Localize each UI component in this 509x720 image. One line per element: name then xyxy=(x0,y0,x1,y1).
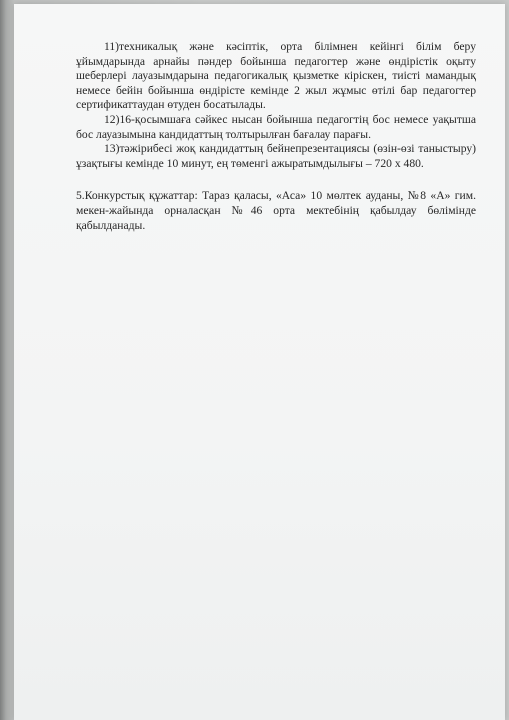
paragraph-item-11: 11)техникалық және кәсіптік, орта білімнен кейінгі білім беру ұйымдарында арнайы пәндер бойынша педагогтер және өндірістік оқыту шеберлері лауазымдарына педагогикалық қызметке кіріскен, тиісті мамандық немесе бейін бойынша өндірісте кемінде 2 жыл жұмыс өтілі бар педагогтер сертификаттаудан өтуден босатылады. xyxy=(76,40,476,112)
document-body xyxy=(76,40,476,233)
paper-sheet xyxy=(14,4,505,720)
paragraph-item-12: 12)16-қосымшаға сәйкес нысан бойынша педагогтің бос немесе уақытша бос лауазымына кандидаттың толтырылған бағалау парағы. xyxy=(76,112,476,141)
paragraph-section-5: 5.Конкурстық құжаттар: Тараз қаласы, «Аса» 10 мөлтек ауданы, №8 «А» гим. мекен-жайында орналасқан №46 орта мектебінің қабылдау бөлімінде қабылданады. xyxy=(76,189,476,232)
paragraph-item-13: 13)тәжірибесі жоқ кандидаттың бейнепрезентациясы (өзін-өзі таныстыру) ұзақтығы кемінде 10 минут, ең төменгі ажыратымдылығы – 720 х 480. xyxy=(76,142,476,170)
